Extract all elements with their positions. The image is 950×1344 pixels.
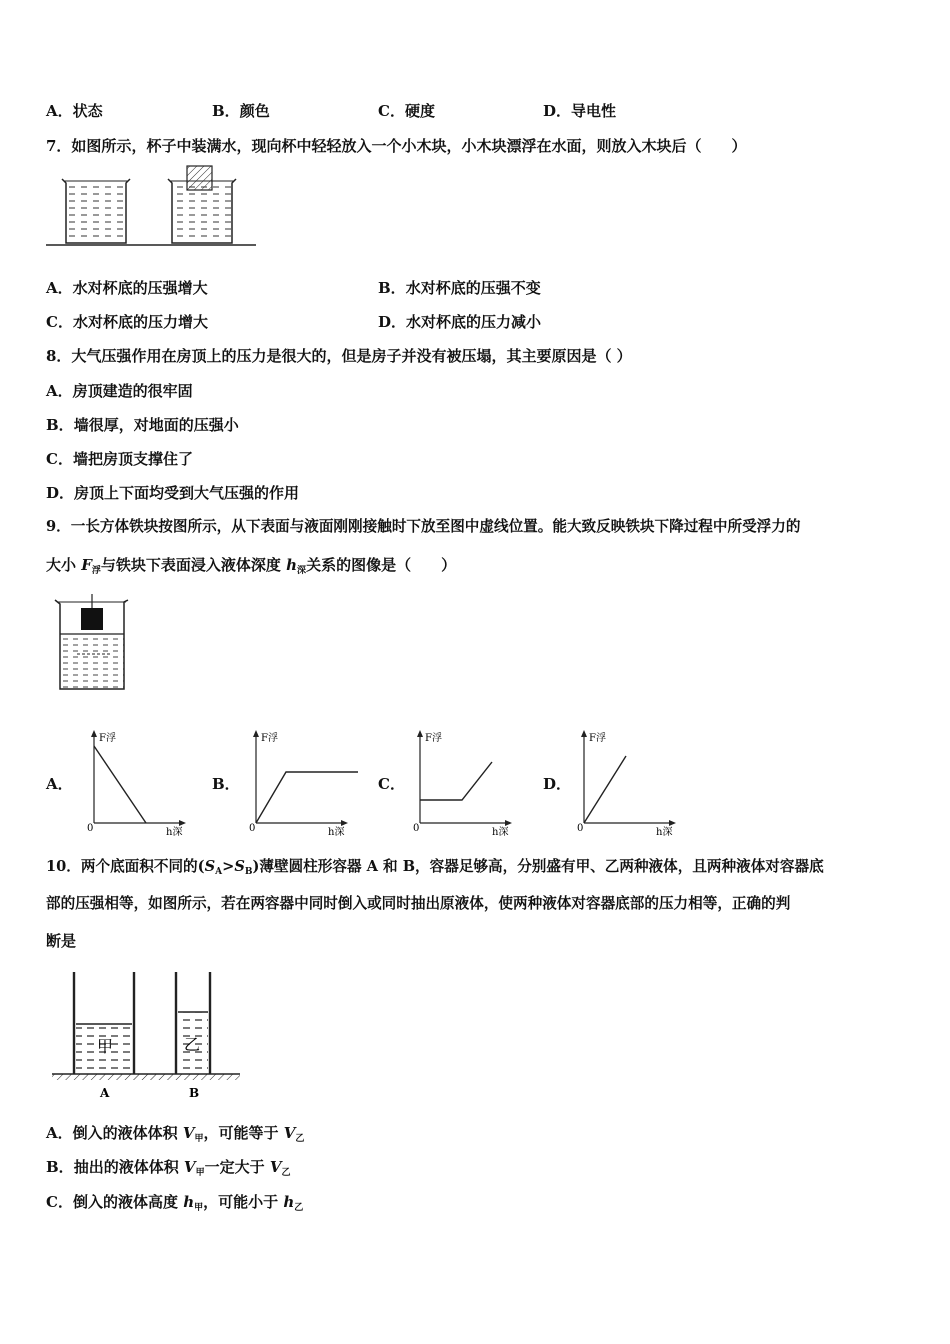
q10-figure-containers	[50, 968, 245, 1103]
text-segment: 10．两个底面积不同的(	[46, 858, 205, 875]
text-segment: 倒入的液体体积	[72, 1124, 183, 1142]
container-a	[74, 972, 134, 1100]
option-text: 墙把房顶支撑住了	[72, 450, 193, 468]
curve-rise-then-flat	[256, 772, 358, 823]
option-text: 水对杯底的压力增大	[72, 313, 208, 331]
option-label: B．	[212, 102, 240, 120]
option-label: C．	[46, 450, 73, 468]
q8-option-d	[46, 483, 299, 503]
option-text: 水对杯底的压强不变	[405, 279, 541, 297]
option-text: 颜色	[239, 102, 270, 120]
q9-option-d-label: D．	[543, 775, 572, 793]
symbol-sb: S	[234, 858, 245, 875]
symbol-sub: 甲	[194, 1203, 204, 1213]
q9-stem-line2	[46, 555, 456, 581]
symbol-gt: >	[222, 858, 235, 875]
q10-option-a	[46, 1123, 304, 1149]
text-segment: 抽出的液体体积	[73, 1158, 184, 1176]
y-axis-label: F浮	[589, 733, 606, 744]
option-text: 状态	[72, 102, 103, 120]
x-axis-label: h深	[166, 827, 183, 838]
q6-option-c	[378, 101, 435, 121]
q10-option-c	[46, 1192, 303, 1218]
option-label: B．	[46, 416, 74, 434]
option-label: C．	[46, 1193, 73, 1211]
text-segment: ，可能小于	[203, 1193, 284, 1211]
container-b	[176, 972, 210, 1100]
q9-option-a-label: A．	[46, 775, 73, 793]
text-segment: 与铁块下表面浸入液体深度	[100, 556, 287, 574]
option-label: A．	[46, 382, 73, 400]
option-text: 水对杯底的压强增大	[72, 279, 208, 297]
symbol-sub: A	[215, 867, 223, 877]
option-label: A．	[46, 279, 73, 297]
q9-graph-d	[576, 728, 686, 838]
option-text: 导电性	[571, 102, 617, 120]
option-label: C．	[46, 313, 73, 331]
y-axis-label: F浮	[261, 733, 278, 744]
option-text: 房顶上下面均受到大气压强的作用	[74, 484, 300, 502]
q8-stem: 8．大气压强作用在房顶上的压力是很大的，但是房子并没有被压塌，其主要原因是（ ）	[46, 347, 632, 365]
q9-option-b-label: B．	[212, 775, 240, 793]
q7-option-b	[378, 278, 541, 298]
origin-label: 0	[87, 823, 94, 834]
text-segment: 一定大于	[204, 1158, 270, 1176]
option-label: B．	[46, 1158, 74, 1176]
text-segment: ，可能等于	[203, 1124, 284, 1142]
origin-label: 0	[413, 823, 420, 834]
wood-block	[187, 166, 212, 190]
q9-option-c-label: C．	[378, 775, 405, 793]
cup-before	[62, 179, 130, 243]
x-axis-label: h深	[328, 827, 345, 838]
origin-label: 0	[577, 823, 584, 834]
ground-hatch	[52, 1074, 240, 1080]
symbol-sub: B	[244, 867, 253, 877]
q7-stem: 7．如图所示，杯子中装满水，现向杯中轻轻放入一个小木块，小木块漂浮在水面，则放入木块后（ ）	[46, 137, 747, 155]
symbol-sub: 乙	[295, 1134, 305, 1144]
q8-option-b	[46, 415, 239, 435]
liquid-jia-label: 甲	[97, 1037, 114, 1056]
y-axis-label: F浮	[99, 733, 116, 744]
origin-label: 0	[249, 823, 256, 834]
q6-option-d	[543, 101, 616, 121]
q9-graph-a	[86, 728, 196, 838]
q8-option-c	[46, 449, 193, 469]
text-segment: 关系的图像是（ ）	[306, 556, 457, 574]
q10-stem-line1	[46, 857, 824, 882]
symbol: V	[182, 1124, 195, 1142]
cup-after	[168, 166, 236, 243]
container-a-label: A	[100, 1086, 110, 1100]
liquid-yi-label: 乙	[184, 1035, 201, 1054]
q6-option-a	[46, 101, 103, 121]
q8-option-a	[46, 381, 193, 401]
q6-option-b	[212, 101, 270, 121]
curve-flat-then-rise	[420, 762, 492, 800]
option-label: D．	[543, 102, 572, 120]
option-label: A．	[46, 102, 73, 120]
symbol-sa: S	[204, 858, 216, 875]
q9-graph-c	[412, 728, 522, 838]
option-label: D．	[46, 484, 75, 502]
option-text: 房顶建造的很牢固	[72, 382, 193, 400]
y-axis-label: F浮	[425, 733, 442, 744]
symbol: V	[269, 1158, 282, 1176]
symbol: V	[283, 1124, 296, 1142]
symbol-sub: 浮	[91, 566, 101, 576]
text-segment: 大小	[46, 556, 82, 574]
q10-stem-line3: 断是	[46, 932, 77, 950]
text-segment: 倒入的液体高度	[72, 1193, 184, 1211]
curve-increasing	[584, 756, 626, 823]
x-axis-label: h深	[492, 827, 509, 838]
q10-stem-line2: 部的压强相等，如图所示，若在两容器中同时倒入或同时抽出原液体，使两种液体对容器底部的压力相等，正确的判	[46, 895, 791, 912]
x-axis-label: h深	[656, 827, 673, 838]
curve-decreasing	[94, 746, 146, 823]
symbol-sub: 乙	[281, 1168, 291, 1178]
option-label: B．	[378, 279, 406, 297]
q10-option-b	[46, 1157, 290, 1183]
q9-stem-line1: 9．一长方体铁块按图所示，从下表面与液面刚刚接触时下放至图中虚线位置。能大致反映铁块下降过程中所受浮力的	[46, 518, 801, 535]
symbol-sub: 甲	[195, 1168, 205, 1178]
symbol-f: F	[81, 556, 92, 574]
option-label: C．	[378, 102, 405, 120]
option-label: A．	[46, 1124, 73, 1142]
iron-block	[81, 608, 103, 630]
option-text: 水对杯底的压力减小	[406, 313, 542, 331]
q9-figure-beaker	[52, 594, 132, 694]
symbol-h: h	[286, 556, 298, 574]
symbol-sub: 深	[297, 566, 307, 576]
option-label: D．	[378, 313, 407, 331]
q7-option-c	[46, 312, 208, 332]
symbol: h	[183, 1193, 195, 1211]
symbol-sub: 乙	[294, 1203, 304, 1213]
option-text: 硬度	[404, 102, 435, 120]
option-text: 墙很厚，对地面的压强小	[73, 416, 239, 434]
symbol: h	[283, 1193, 295, 1211]
symbol: V	[183, 1158, 196, 1176]
q9-graph-b	[248, 728, 358, 838]
q7-option-a	[46, 278, 208, 298]
symbol-sub: 甲	[194, 1134, 204, 1144]
q7-option-d	[378, 312, 541, 332]
text-segment: )薄壁圆柱形容器 A 和 B，容器足够高，分别盛有甲、乙两种液体，且两种液体对容器底	[252, 858, 824, 875]
container-b-label: B	[189, 1086, 200, 1100]
q7-figure-cups	[44, 163, 259, 251]
